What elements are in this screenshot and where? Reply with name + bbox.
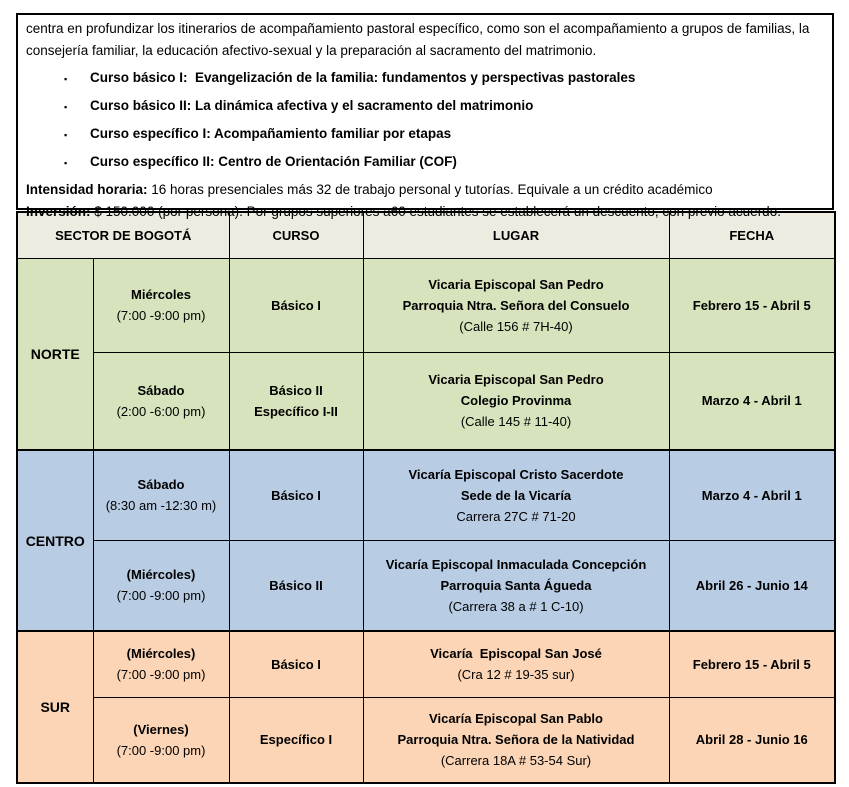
- intro-paragraph: centra en profundizar los itinerarios de acompañamiento pastoral específico, como son el acompañamiento a grupos de familias, la consejería familiar, la educación afectivo-sexual y la preparación al sacramento del matrimonio.: [26, 21, 810, 58]
- time-text: (7:00 -9:00 pm): [116, 742, 206, 758]
- date-cell: Febrero 15 - Abril 5: [669, 631, 835, 697]
- date-cell: Marzo 4 - Abril 1: [669, 352, 835, 450]
- time-text: (2:00 -6:00 pm): [116, 403, 206, 419]
- day-cell: [93, 258, 229, 352]
- day-cell: [93, 540, 229, 631]
- venue-cell: [363, 450, 669, 540]
- table-row: [17, 450, 835, 540]
- inversion-label: Inversión:: [26, 204, 91, 219]
- venue-cell: [363, 697, 669, 783]
- venue-line: Vicaría Episcopal San Pablo: [429, 711, 603, 727]
- day-text: Sábado: [137, 477, 185, 493]
- venue-line: Vicaría Episcopal San José: [430, 646, 602, 662]
- venue-cell: [363, 258, 669, 352]
- course-cell: [229, 450, 363, 540]
- schedule-table: [16, 211, 836, 784]
- day-cell: [93, 697, 229, 783]
- day-cell: [93, 352, 229, 450]
- venue-cell: [363, 540, 669, 631]
- day-text: Sábado: [137, 382, 185, 398]
- address-line: (Calle 156 # 7H-40): [459, 318, 573, 334]
- intensidad-text: 16 horas presenciales más 32 de trabajo personal y tutorías. Equivale a un crédito académico: [147, 182, 713, 197]
- course-text: Básico II: [269, 382, 323, 398]
- table-row: [17, 697, 835, 783]
- bullet-item: [26, 67, 824, 90]
- inversion-line: [26, 201, 824, 223]
- bullet-item: [26, 123, 824, 146]
- table-row: [17, 258, 835, 352]
- date-cell: Febrero 15 - Abril 5: [669, 258, 835, 352]
- time-text: (7:00 -9:00 pm): [116, 667, 206, 683]
- intensidad-label: Intensidad horaria:: [26, 182, 148, 197]
- course-cell: [229, 540, 363, 631]
- venue-line: Parroquia Ntra. Señora del Consuelo: [402, 297, 630, 313]
- intro-box: [16, 13, 834, 219]
- address-line: (Carrera 38 a # 1 C-10): [448, 598, 584, 614]
- sector-cell-norte: NORTE: [17, 258, 93, 450]
- bullet-item: [26, 95, 824, 118]
- venue-line: Colegio Provinma: [460, 393, 572, 409]
- bullet-item: [26, 151, 824, 174]
- time-text: (8:30 am -12:30 m): [105, 498, 217, 514]
- day-text: Miércoles: [131, 287, 191, 302]
- intensidad-line: [26, 179, 824, 201]
- inversion-text: $ 150.000 (por persona). Por grupos superiores a60 estudiantes se establecerá un descuento, con previo acuerdo.: [90, 204, 781, 219]
- bullet-text: Curso específico II: Centro de Orientación Familiar (COF): [90, 154, 457, 169]
- sector-cell-sur: SUR: [17, 631, 93, 783]
- course-cell: [229, 352, 363, 450]
- header-sector: SECTOR DE BOGOTÁ: [17, 212, 229, 258]
- address-line: Carrera 27C # 71-20: [456, 508, 576, 524]
- time-text: (7:00 -9:00 pm): [116, 308, 206, 323]
- bullet-square-icon: ▪: [64, 102, 68, 112]
- venue-line: Vicaria Episcopal San Pedro: [428, 276, 604, 292]
- address-line: (Cra 12 # 19-35 sur): [457, 667, 575, 683]
- day-text: (Miércoles): [126, 646, 196, 662]
- header-lugar: LUGAR: [363, 212, 669, 258]
- address-line: (Calle 145 # 11-40): [460, 414, 572, 430]
- venue-line: Vicaría Episcopal Cristo Sacerdote: [408, 466, 624, 482]
- venue-cell: [363, 352, 669, 450]
- date-cell: Abril 26 - Junio 14: [669, 540, 835, 631]
- course-cell: [229, 631, 363, 697]
- day-text: (Viernes): [133, 721, 189, 737]
- venue-line: Parroquia Santa Águeda: [440, 577, 592, 593]
- table-row: [17, 540, 835, 631]
- header-curso: CURSO: [229, 212, 363, 258]
- course-text: Específico I: [259, 732, 333, 748]
- bullet-square-icon: ▪: [64, 158, 68, 168]
- sector-cell-centro: CENTRO: [17, 450, 93, 631]
- bullet-text: Curso básico II: La dinámica afectiva y el sacramento del matrimonio: [90, 98, 534, 113]
- course-bullet-list: [26, 67, 824, 174]
- table-row: [17, 631, 835, 697]
- time-text: (7:00 -9:00 pm): [116, 588, 206, 604]
- course-text: Básico II: [269, 577, 323, 593]
- venue-line: Vicaria Episcopal San Pedro: [428, 372, 604, 388]
- date-cell: Abril 28 - Junio 16: [669, 697, 835, 783]
- venue-cell: [363, 631, 669, 697]
- course-text: Básico I: [271, 656, 321, 672]
- table-row: [17, 352, 835, 450]
- bullet-text: Curso básico I: Evangelización de la familia: fundamentos y perspectivas pastorales: [90, 70, 636, 85]
- date-cell: Marzo 4 - Abril 1: [669, 450, 835, 540]
- day-cell: [93, 450, 229, 540]
- course-cell: [229, 258, 363, 352]
- course-text: Específico I-II: [254, 403, 338, 419]
- course-text: Básico I: [271, 297, 321, 313]
- day-text: (Miércoles): [126, 567, 196, 583]
- bullet-square-icon: ▪: [64, 74, 68, 84]
- bullet-square-icon: ▪: [64, 130, 68, 140]
- course-cell: [229, 697, 363, 783]
- course-text: Básico I: [271, 487, 321, 503]
- venue-line: Vicaría Episcopal Inmaculada Concepción: [385, 556, 647, 572]
- day-cell: [93, 631, 229, 697]
- venue-line: Parroquia Ntra. Señora de la Natividad: [397, 732, 635, 748]
- venue-line: Sede de la Vicaría: [460, 487, 572, 503]
- bullet-text: Curso específico I: Acompañamiento familiar por etapas: [90, 126, 452, 141]
- address-line: (Carrera 18A # 53-54 Sur): [440, 753, 592, 769]
- header-fecha: FECHA: [669, 212, 835, 258]
